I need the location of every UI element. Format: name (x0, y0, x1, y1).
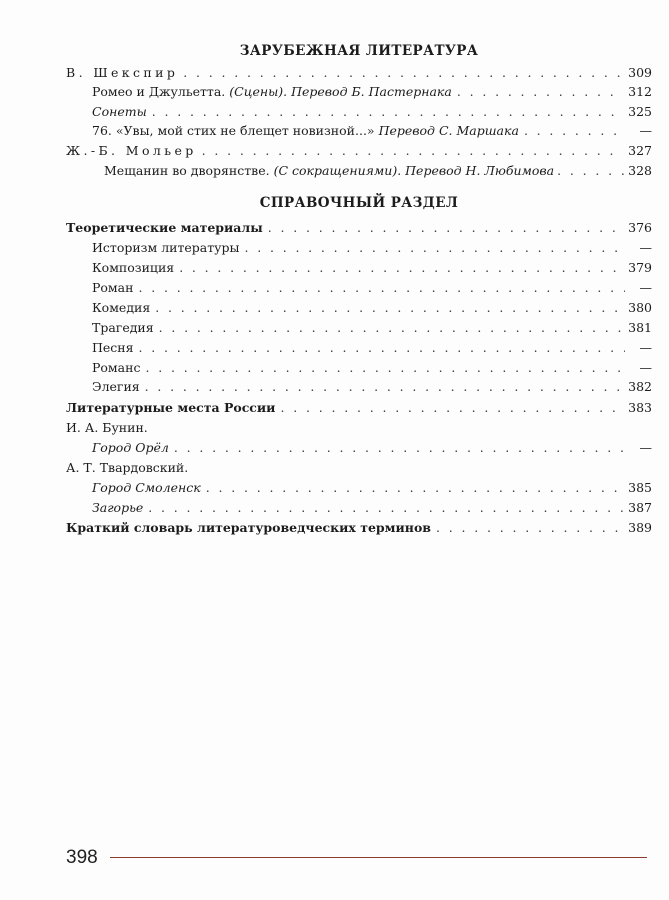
toc-entry-song[interactable] (92, 338, 652, 357)
page-ref: — (639, 280, 652, 295)
leader-dots (244, 238, 625, 257)
entry-label: Краткий словарь литературоведческих терминов (66, 520, 431, 535)
entry-label: Загорье (92, 500, 144, 515)
toc-entry-composition[interactable] (92, 258, 652, 277)
leader-dots (206, 478, 623, 497)
page-ref: 385 (628, 480, 652, 495)
entry-label: Романс (92, 360, 141, 375)
toc-entry-zagorye[interactable] (92, 498, 652, 517)
page-number: 398 (66, 847, 98, 868)
toc-entry-elegy[interactable] (92, 377, 652, 396)
leader-dots (155, 298, 623, 317)
page-ref: 380 (628, 300, 652, 315)
work-title: Мещанин во дворянстве. (104, 163, 270, 178)
entry-label: Литературные места России (66, 400, 276, 415)
leader-dots (139, 338, 625, 357)
page-ref: 309 (628, 65, 652, 80)
work-title: Сонеты (92, 104, 147, 119)
page-ref: 381 (628, 320, 652, 335)
toc-entry-moliere[interactable] (66, 141, 652, 160)
leader-dots (138, 278, 625, 297)
author-name: Ж.-Б. Мольер (66, 143, 197, 158)
entry-label: А. Т. Твардовский. (66, 460, 189, 475)
page-ref: — (639, 440, 652, 455)
entry-label: Песня (92, 340, 134, 355)
toc-entry-comedy[interactable] (92, 298, 652, 317)
section-heading-reference: СПРАВОЧНЫЙ РАЗДЕЛ (259, 195, 459, 211)
work-note: (С сокращениями). Перевод Н. Любимова (273, 163, 555, 178)
entry-label: Историзм литературы (92, 240, 240, 255)
leader-dots (280, 398, 623, 417)
author-name: В. Шекспир (66, 65, 179, 80)
entry-label: Город Смоленск (92, 480, 201, 495)
toc-entry-sonnet-76[interactable] (92, 121, 652, 140)
leader-dots (145, 358, 625, 377)
toc-entry-sonnets[interactable] (92, 102, 652, 121)
page-ref: 382 (628, 379, 652, 394)
page-ref: — (639, 340, 652, 355)
page-ref: 325 (628, 104, 652, 119)
toc-entry-literary-places[interactable] (66, 398, 652, 417)
entry-label: И. А. Бунин. (66, 420, 148, 435)
toc-entry-bourgeois[interactable] (104, 161, 652, 180)
page-ref: 327 (628, 143, 652, 158)
toc-entry-romance[interactable] (92, 358, 652, 377)
page-ref: 328 (628, 163, 652, 178)
toc-entry-tvardovsky[interactable] (66, 458, 652, 477)
footer-rule (110, 857, 647, 858)
leader-dots (183, 63, 623, 82)
leader-dots (268, 218, 623, 237)
entry-label: Город Орёл (92, 440, 169, 455)
work-title: 76. «Увы, мой стих не блещет новизной...» (92, 123, 375, 138)
entry-label: Теоретические материалы (66, 220, 263, 235)
leader-dots (174, 438, 625, 457)
page-ref: 389 (628, 520, 652, 535)
page-ref: 379 (628, 260, 652, 275)
toc-entry-novel[interactable] (92, 278, 652, 297)
page-ref: — (639, 360, 652, 375)
toc-entry-shakespeare[interactable] (66, 63, 652, 82)
entry-label: Комедия (92, 300, 151, 315)
entry-label: Роман (92, 280, 134, 295)
page-ref: — (639, 240, 652, 255)
entry-label: Трагедия (92, 320, 154, 335)
leader-dots (557, 161, 625, 180)
entry-label: Композиция (92, 260, 175, 275)
leader-dots (159, 318, 623, 337)
page-ref: — (639, 123, 652, 138)
leader-dots (152, 102, 623, 121)
section-heading-foreign: ЗАРУБЕЖНАЯ ЛИТЕРАТУРА (239, 43, 479, 59)
leader-dots (524, 121, 625, 140)
toc-entry-bunin[interactable] (66, 418, 652, 437)
page-ref: 387 (628, 500, 652, 515)
leader-dots (179, 258, 623, 277)
page-ref: 376 (628, 220, 652, 235)
toc-entry-orel[interactable] (92, 438, 652, 457)
leader-dots (202, 141, 623, 160)
toc-entry-dictionary[interactable] (66, 518, 652, 537)
entry-label: Элегия (92, 379, 140, 394)
leader-dots (148, 498, 623, 517)
toc-entry-historism[interactable] (92, 238, 652, 257)
toc-entry-romeo[interactable] (92, 82, 652, 101)
work-note: Перевод С. Маршака (378, 123, 519, 138)
leader-dots (457, 82, 623, 101)
page-ref: 312 (628, 84, 652, 99)
leader-dots (436, 518, 623, 537)
page-ref: 383 (628, 400, 652, 415)
work-note: (Сцены). Перевод Б. Пастернака (229, 84, 452, 99)
leader-dots (145, 377, 623, 396)
toc-entry-tragedy[interactable] (92, 318, 652, 337)
work-title: Ромео и Джульетта. (92, 84, 226, 99)
toc-entry-smolensk[interactable] (92, 478, 652, 497)
toc-entry-theory[interactable] (66, 218, 652, 237)
